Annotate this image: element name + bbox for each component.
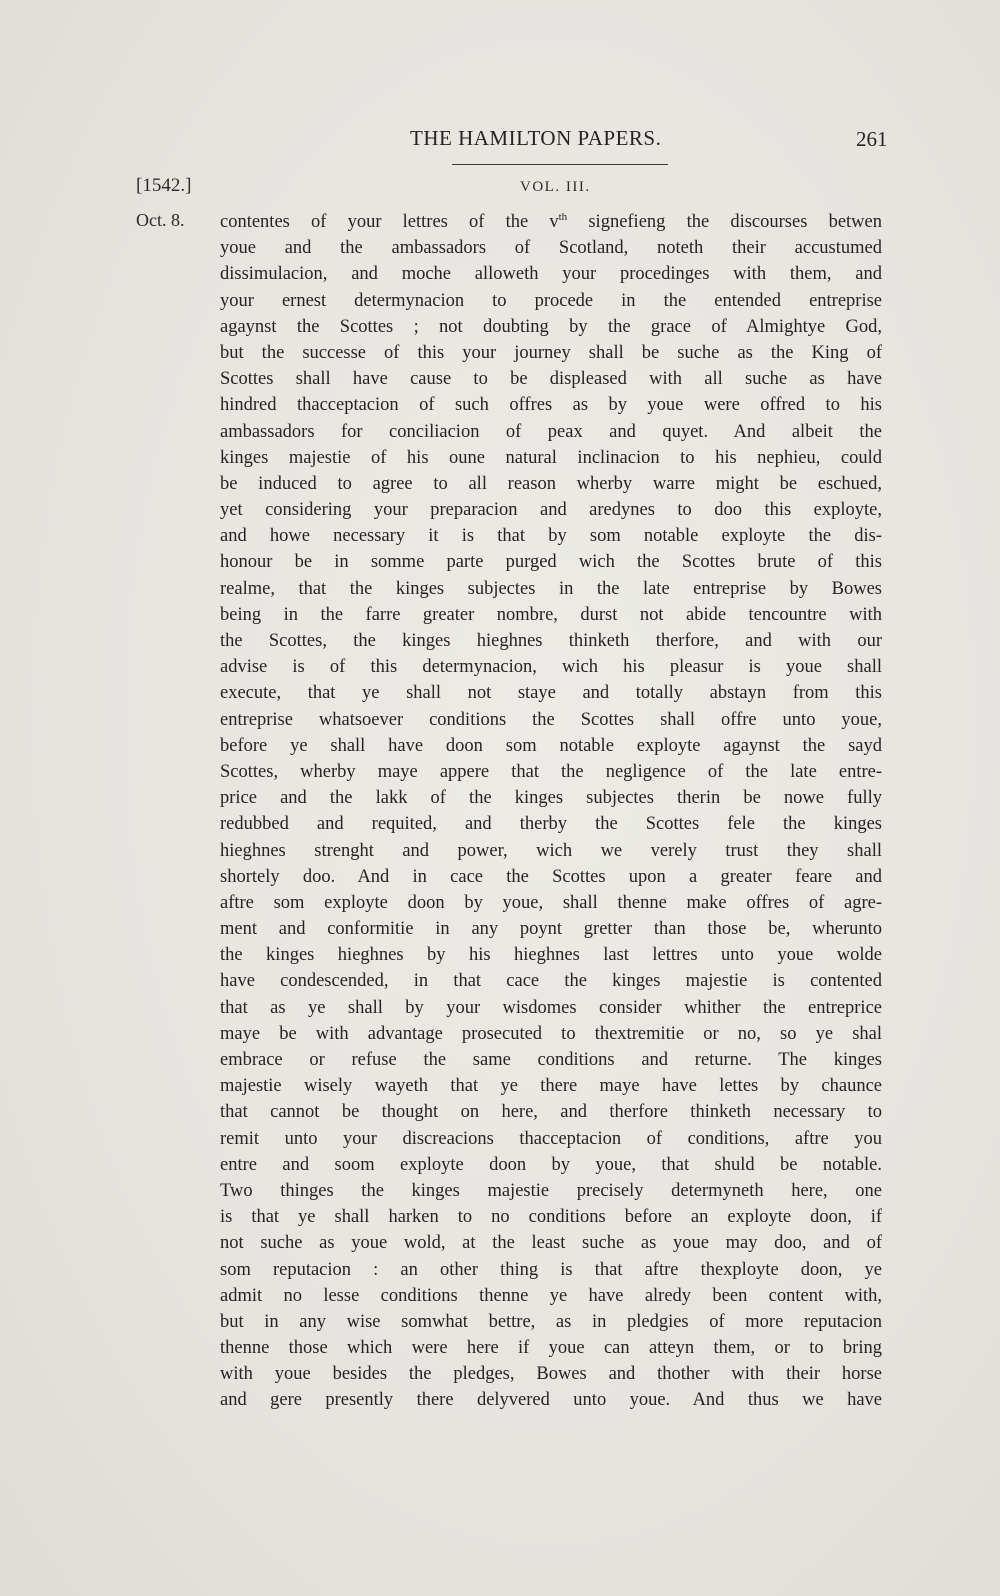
text-line: Two thinges the kinges majestie precisely determyneth here, one [220, 1180, 882, 1201]
text-line: with youe besides the pledges, Bowes and thother with their horse [220, 1364, 882, 1385]
text-line: but the successe of this your journey shall be suche as the King of [220, 342, 882, 363]
text-line: the kinges hieghnes by his hieghnes last lettres unto youe wolde [220, 945, 882, 966]
text-line: embrace or refuse the same conditions and returne. The kinges [220, 1050, 882, 1070]
text-line: shortely doo. And in cace the Scottes upon a greater feare and [220, 866, 882, 887]
text-line: yet considering your preparacion and aredynes to doo this exployte, [220, 500, 882, 521]
text-line: but in any wise somwhat bettre, as in pledgies of more reputacion [220, 1311, 882, 1332]
text-line: being in the farre greater nombre, durst not abide tencountre with [220, 604, 882, 625]
text-line: honour be in somme parte purged wich the Scottes brute of this [220, 552, 882, 573]
text-line: advise is of this determynacion, wich his pleasur is youe shall [220, 657, 882, 678]
text-line: execute, that ye shall not staye and totally abstayn from this [220, 683, 882, 704]
text-line: price and the lakk of the kinges subjectes therin be nowe fully [220, 788, 882, 809]
text-line: not suche as youe wold, at the least suche as youe may doo, and of [220, 1233, 882, 1254]
text-line: youe and the ambassadors of Scotland, noteth their accustumed [220, 238, 882, 259]
volume-label: VOL. III. [520, 179, 591, 195]
text-line: maye be with advantage prosecuted to thextremitie or no, so ye shal [220, 1023, 882, 1044]
page-number: 261 [856, 127, 888, 151]
text-line: entre and soom exployte doon by youe, that shuld be notable. [220, 1154, 882, 1175]
text-line: Scottes, wherby maye appere that the negligence of the late entre- [220, 761, 882, 782]
text-line: ambassadors for conciliacion of peax and quyet. And albeit the [220, 421, 882, 442]
text-line: that cannot be thought on here, and therfore thinketh necessary to [220, 1102, 882, 1123]
text-line: be induced to agree to all reason wherby warre might be eschued, [220, 473, 882, 494]
text-line: som reputacion : an other thing is that aftre thexployte doon, ye [220, 1259, 882, 1280]
header-rule [452, 164, 668, 165]
text-line: redubbed and requited, and therby the Scottes fele the kinges [220, 814, 882, 835]
text-line: majestie wisely wayeth that ye there maye have lettes by chaunce [220, 1076, 882, 1097]
text-line: hieghnes strenght and power, wich we verely trust they shall [220, 840, 882, 861]
text-line: admit no lesse conditions thenne ye have alredy been content with, [220, 1285, 882, 1306]
running-title: THE HAMILTON PAPERS. [410, 126, 662, 150]
superscript-th: th [558, 210, 568, 223]
text-line-start: contentes of your lettres of the v [220, 212, 559, 232]
text-line: aftre som exployte doon by youe, shall thenne make offres of agre- [220, 892, 882, 913]
text-line: hindred thacceptacion of such offres as by youe were offred to his [220, 395, 882, 416]
text-line: thenne those which were here if youe can atteyn them, or to bring [220, 1338, 882, 1359]
text-line: your ernest determynacion to procede in the entended entreprise [220, 290, 882, 311]
text-line: and gere presently there delyvered unto youe. And thus we have [220, 1390, 882, 1411]
margin-year: [1542.] [136, 175, 192, 196]
text-line: before ye shall have doon som notable exployte agaynst the sayd [220, 735, 882, 756]
text-line-end: signefieng the discourses betwen [567, 212, 882, 232]
body-text [220, 209, 882, 1414]
text-line: that as ye shall by your wisdomes consider whither the entreprice [220, 997, 882, 1018]
text-line: ment and conformitie in any poynt gretter than those be, wherunto [220, 919, 882, 940]
text-line: realme, that the kinges subjectes in the late entreprise by Bowes [220, 578, 882, 599]
text-line: dissimulacion, and moche alloweth your procedinges with them, and [220, 264, 882, 285]
text-line: kinges majestie of his oune natural inclinacion to his nephieu, could [220, 447, 882, 468]
text-line: Scottes shall have cause to be displeased with all suche as have [220, 369, 882, 390]
text-line: is that ye shall harken to no conditions before an exployte doon, if [220, 1207, 882, 1228]
text-line: entreprise whatsoever conditions the Scottes shall offre unto youe, [220, 709, 882, 730]
text-line: have condescended, in that cace the kinges majestie is contented [220, 971, 882, 992]
text-line: and howe necessary it is that by som notable exployte the dis- [220, 526, 882, 547]
text-line: agaynst the Scottes ; not doubting by the grace of Almightye God, [220, 316, 882, 337]
margin-date: Oct. 8. [136, 210, 185, 230]
text-line: remit unto your discreacions thacceptacion of conditions, aftre you [220, 1128, 882, 1149]
text-line [220, 209, 882, 235]
text-line: the Scottes, the kinges hieghnes thinketh therfore, and with our [220, 631, 882, 651]
